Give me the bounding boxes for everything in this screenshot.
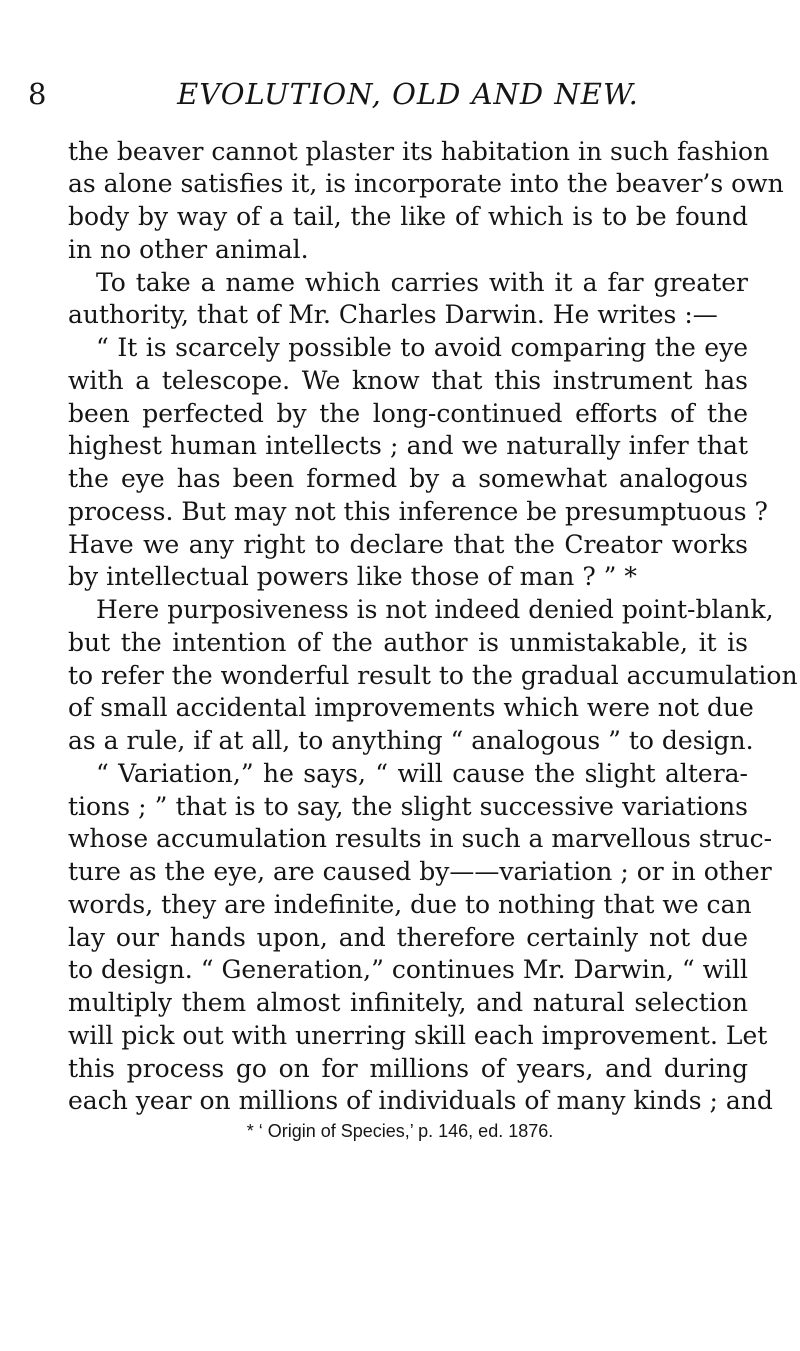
text-line-1: the beaver cannot plaster its habitation in such fashion [68, 137, 770, 166]
text-line-25: lay our hands upon, and therefore certainly not due [68, 923, 748, 952]
text-line-22: whose accumulation results in such a marvellous struc- [68, 824, 773, 853]
text-line-20: “ Variation,” he says, “ will cause the slight altera- [96, 759, 748, 788]
text-line-8: with a telescope. We know that this instrument has [68, 366, 748, 395]
text-line-6: authority, that of Mr. Charles Darwin. He writes :— [68, 300, 718, 329]
text-line-11: the eye has been formed by a somewhat analogous [68, 464, 748, 493]
text-line-3: body by way of a tail, the like of which is to be found [68, 202, 748, 231]
text-line-5: To take a name which carries with it a far greater [96, 268, 748, 297]
text-line-19: as a rule, if at all, to anything “ analogous ” to design. [68, 726, 754, 755]
text-line-18: of small accidental improvements which were not due [68, 693, 754, 722]
text-line-30: each year on millions of individuals of many kinds ; and [68, 1086, 773, 1115]
text-line-15: Here purposiveness is not indeed denied point-blank, [96, 595, 774, 624]
text-line-12: process. But may not this inference be presumptuous ? [68, 497, 768, 526]
text-line-9: been perfected by the long-continued efforts of the [68, 399, 748, 428]
text-line-10: highest human intellects ; and we naturally infer that [68, 431, 748, 460]
text-line-26: to design. “ Generation,” continues Mr. Darwin, “ will [68, 955, 748, 984]
text-line-21: tions ; ” that is to say, the slight successive variations [68, 792, 748, 821]
footnote: * ‘ Origin of Species,’ p. 146, ed. 1876. [246, 1121, 554, 1141]
text-line-28: will pick out with unerring skill each improvement. Let [68, 1021, 768, 1050]
running-title: EVOLUTION, OLD AND NEW. [177, 77, 639, 111]
text-line-2: as alone satisfies it, is incorporate into the beaver’s own [68, 169, 784, 198]
text-line-29: this process go on for millions of years, and during [68, 1054, 748, 1083]
text-line-13: Have we any right to declare that the Creator works [68, 530, 748, 559]
page-number: 8 [28, 77, 47, 111]
text-line-17: to refer the wonderful result to the gradual accumulation [68, 661, 798, 690]
text-line-4: in no other animal. [68, 235, 309, 264]
text-line-23: ture as the eye, are caused by——variation ; or in other [68, 857, 772, 886]
text-line-14: by intellectual powers like those of man ? ” * [68, 562, 637, 591]
text-line-27: multiply them almost infinitely, and natural selection [68, 988, 748, 1017]
text-line-16: but the intention of the author is unmistakable, it is [68, 628, 748, 657]
text-line-24: words, they are indefinite, due to nothing that we can [68, 890, 752, 919]
text-line-7: “ It is scarcely possible to avoid comparing the eye [96, 333, 748, 362]
